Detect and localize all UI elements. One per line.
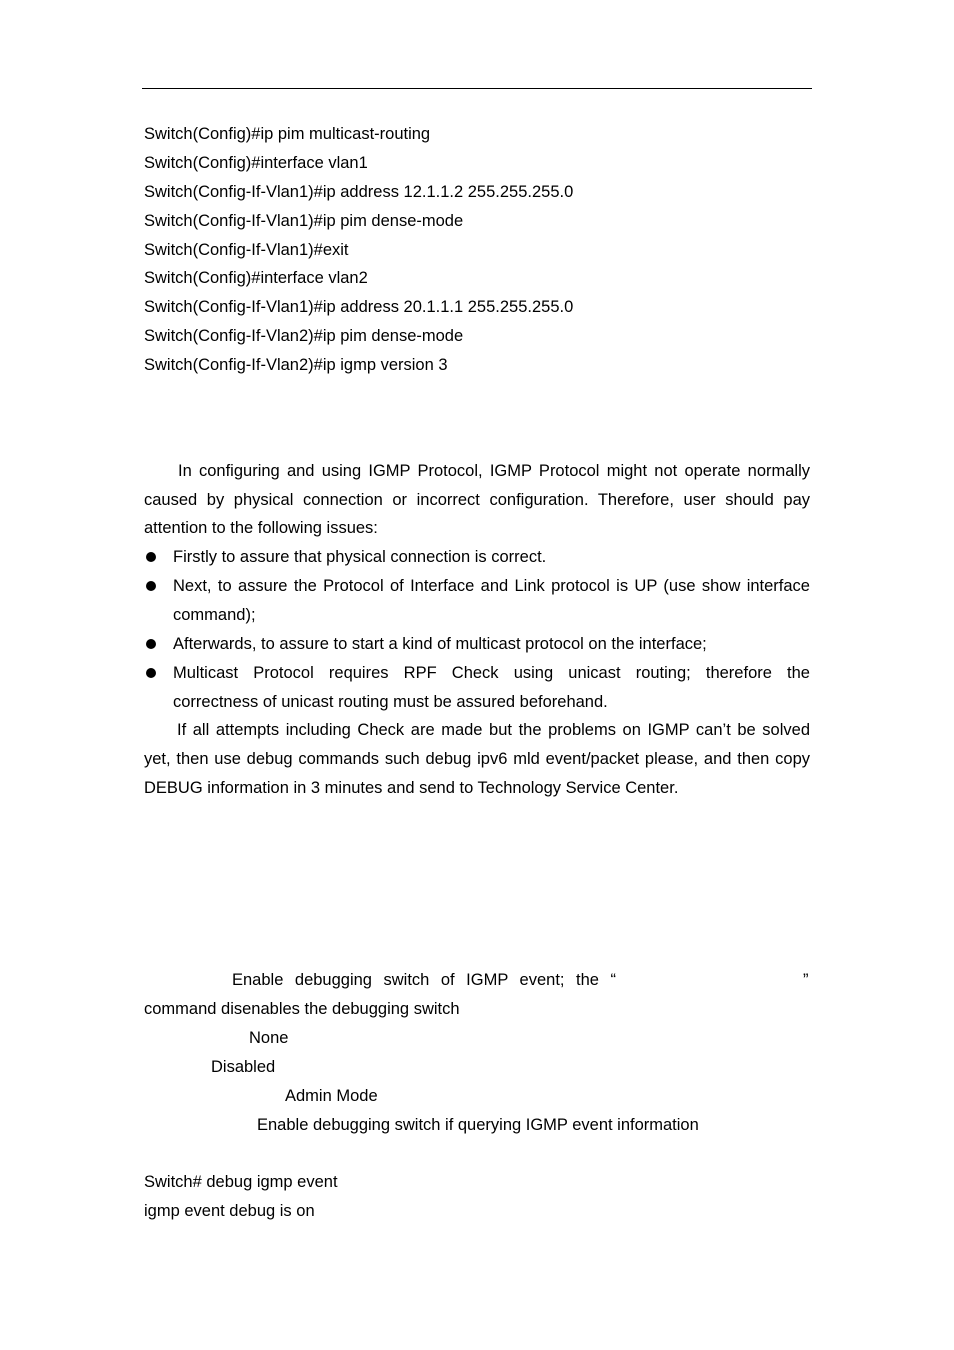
closing-line: If all attempts including Check are made but the problems on IGMP can’t be solved: [177, 721, 810, 739]
config-command-line: Switch(Config)#ip pim multicast-routing: [144, 125, 431, 143]
config-command-line: Switch(Config)#interface vlan1: [144, 154, 368, 172]
bullet-text: command);: [173, 606, 256, 624]
bullet-dot-icon: [146, 552, 156, 562]
config-command-line: Switch(Config-If-Vlan2)#ip igmp version 3: [144, 356, 448, 374]
function-close-quote: ”: [803, 971, 809, 989]
config-command-line: Switch(Config-If-Vlan1)#ip address 20.1.1.1 255.255.255.0: [144, 298, 574, 316]
parameter-value: None: [249, 1029, 289, 1047]
closing-line: yet, then use debug commands such debug ipv6 mld event/packet please, and then copy: [144, 750, 810, 768]
function-text: command disenables the debugging switch: [144, 1000, 460, 1018]
example-line: Switch# debug igmp event: [144, 1173, 338, 1191]
intro-line: attention to the following issues:: [144, 519, 378, 537]
function-text: Enable debugging switch of IGMP event; the “: [232, 971, 616, 989]
intro-line: caused by physical connection or incorrect configuration. Therefore, user should pay: [144, 491, 810, 509]
command-mode-value: Admin Mode: [285, 1087, 378, 1105]
bullet-text: Multicast Protocol requires RPF Check using unicast routing; therefore the: [173, 664, 810, 682]
config-command-line: Switch(Config-If-Vlan1)#exit: [144, 241, 349, 259]
intro-line: In configuring and using IGMP Protocol, IGMP Protocol might not operate normally: [178, 462, 810, 480]
default-value: Disabled: [211, 1058, 276, 1076]
config-command-line: Switch(Config-If-Vlan2)#ip pim dense-mode: [144, 327, 464, 345]
bullet-dot-icon: [146, 581, 156, 591]
example-line: igmp event debug is on: [144, 1202, 315, 1220]
bullet-text: Next, to assure the Protocol of Interface and Link protocol is UP (use show interface: [173, 577, 810, 595]
closing-line: DEBUG information in 3 minutes and send to Technology Service Center.: [144, 779, 679, 797]
header-rule: [142, 88, 812, 89]
bullet-dot-icon: [146, 668, 156, 678]
usage-guide-value: Enable debugging switch if querying IGMP event information: [257, 1116, 699, 1134]
bullet-text: Afterwards, to assure to start a kind of multicast protocol on the interface;: [173, 635, 707, 653]
config-command-line: Switch(Config-If-Vlan1)#ip address 12.1.1.2 255.255.255.0: [144, 183, 574, 201]
config-command-line: Switch(Config-If-Vlan1)#ip pim dense-mode: [144, 212, 464, 230]
bullet-dot-icon: [146, 639, 156, 649]
config-command-line: Switch(Config)#interface vlan2: [144, 269, 368, 287]
bullet-text: correctness of unicast routing must be assured beforehand.: [173, 693, 608, 711]
bullet-text: Firstly to assure that physical connection is correct.: [173, 548, 547, 566]
